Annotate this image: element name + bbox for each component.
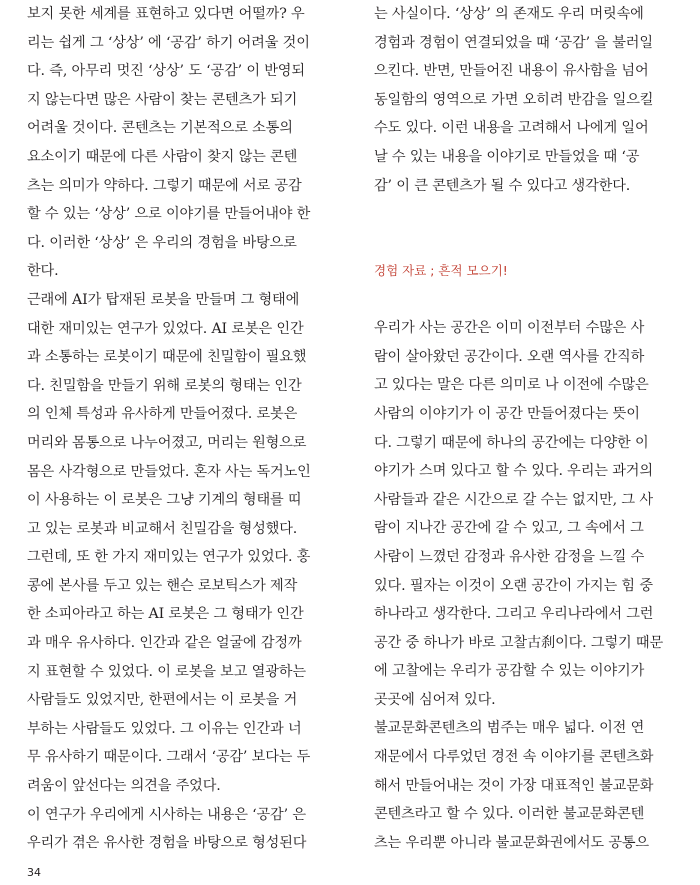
text-line: 한다. bbox=[27, 263, 59, 280]
text-line: 할 수 있는 ‘상상’ 으로 이야기를 만들어내야 한 bbox=[27, 206, 311, 223]
text-line: 대한 재미있는 연구가 있었다. AI 로봇은 인간 bbox=[27, 320, 304, 337]
text-line: 다. 친밀함을 만들기 위해 로봇의 형태는 인간 bbox=[27, 377, 302, 394]
text-line: 사람들도 있었지만, 한편에서는 이 로봇을 거 bbox=[27, 692, 298, 709]
text-line: 불교문화콘텐츠의 범주는 매우 넓다. 이전 연 bbox=[374, 720, 645, 737]
text-line: 람이 지나간 공간에 갈 수 있고, 그 속에서 그 bbox=[374, 520, 644, 537]
text-line: 다. 즉, 아무리 멋진 ‘상상’ 도 ‘공감’ 이 반영되 bbox=[27, 63, 305, 80]
text-line: 츠는 의미가 약하다. 그렇기 때문에 서로 공감 bbox=[27, 177, 302, 194]
text-line: 우리가 사는 공간은 이미 이전부터 수많은 사 bbox=[374, 320, 645, 337]
text-line: 공간 중 하나가 바로 고찰古刹이다. 그렇기 때문 bbox=[374, 634, 664, 651]
text-line: 어려울 것이다. 콘텐츠는 기본적으로 소통의 bbox=[27, 120, 293, 137]
text-line: 감’ 이 큰 콘텐츠가 될 수 있다고 생각한다. bbox=[374, 177, 631, 194]
text-line: 으킨다. 반면, 만들어진 내용이 유사함을 넘어 bbox=[374, 63, 649, 80]
text-line: 수도 있다. 이런 내용을 고려해서 나에게 일어 bbox=[374, 120, 649, 137]
text-line: 하나라고 생각한다. 그리고 우리나라에서 그런 bbox=[374, 606, 654, 623]
text-line: 람이 살아왔던 공간이다. 오랜 역사를 간직하 bbox=[374, 348, 645, 365]
text-line: 다. 그렇기 때문에 하나의 공간에는 다양한 이 bbox=[374, 434, 649, 451]
text-line: 곳곳에 심어져 있다. bbox=[374, 691, 496, 708]
text-line: 동일함의 영역으로 가면 오히려 반감을 일으킬 bbox=[374, 91, 654, 108]
text-line: 지 않는다면 많은 사람이 찾는 콘텐츠가 되기 bbox=[27, 91, 298, 108]
text-line: 리는 쉽게 그 ‘상상’ 에 ‘공감’ 하기 어려울 것이 bbox=[27, 34, 310, 51]
text-line: 사람의 이야기가 이 공간 만들어졌다는 뜻이 bbox=[374, 405, 640, 422]
text-line: 과 소통하는 로봇이기 때문에 친밀함이 필요했 bbox=[27, 349, 307, 366]
text-line: 해서 만들어내는 것이 가장 대표적인 불교문화 bbox=[374, 777, 654, 794]
text-line: 다. 이러한 ‘상상’ 은 우리의 경험을 바탕으로 bbox=[27, 234, 297, 251]
text-line: 고 있다는 말은 다른 의미로 나 이전에 수많은 bbox=[374, 377, 649, 394]
text-line: 몸은 사각형으로 만들었다. 혼자 사는 독거노인 bbox=[27, 463, 311, 480]
text-line: 우리가 겪은 유사한 경험을 바탕으로 형성된다 bbox=[27, 835, 307, 852]
text-line: 무 유사하기 때문이다. 그래서 ‘공감’ 보다는 두 bbox=[27, 749, 311, 766]
right-column-bottom-text bbox=[374, 314, 676, 857]
text-line: 보지 못한 세계를 표현하고 있다면 어떨까? 우 bbox=[27, 6, 305, 22]
text-line: 그런데, 또 한 가지 재미있는 연구가 있었다. 홍 bbox=[27, 549, 311, 566]
text-line: 한 소피아라고 하는 AI 로봇은 그 형태가 인간 bbox=[27, 606, 304, 623]
section-heading: 경험 자료 ; 흔적 모으기! bbox=[374, 263, 508, 279]
text-line: 과 매우 유사하다. 인간과 같은 얼굴에 감정까 bbox=[27, 635, 302, 652]
text-line: 에 고찰에는 우리가 공감할 수 있는 이야기가 bbox=[374, 663, 645, 680]
text-line: 사람이 느꼈던 감정과 유사한 감정을 느낄 수 bbox=[374, 548, 645, 565]
text-line: 이 연구가 우리에게 시사하는 내용은 ‘공감’ 은 bbox=[27, 806, 306, 823]
text-line: 있다. 필자는 이것이 오랜 공간이 가지는 힘 중 bbox=[374, 577, 653, 594]
text-line: 는 사실이다. ‘상상’ 의 존재도 우리 머릿속에 bbox=[374, 6, 644, 22]
text-line: 콘텐츠라고 할 수 있다. 이러한 불교문화콘텐 bbox=[374, 806, 645, 823]
page-number: 34 bbox=[27, 866, 41, 879]
text-line: 경험과 경험이 연결되었을 때 ‘공감’ 을 불러일 bbox=[374, 34, 653, 51]
text-line: 츠는 우리뿐 아니라 불교문화권에서도 공통으 bbox=[374, 834, 649, 851]
text-line: 려움이 앞선다는 의견을 주었다. bbox=[27, 778, 221, 795]
text-line: 의 인체 특성과 유사하게 만들어졌다. 로봇은 bbox=[27, 406, 298, 423]
text-line: 사람들과 같은 시간으로 갈 수는 없지만, 그 사 bbox=[374, 491, 653, 508]
text-line: 부하는 사람들도 있었다. 그 이유는 인간과 너 bbox=[27, 720, 302, 737]
text-line: 지 표현할 수 있었다. 이 로봇을 보고 열광하는 bbox=[27, 663, 306, 680]
right-column bbox=[374, 0, 676, 857]
text-line: 날 수 있는 내용을 이야기로 만들었을 때 ‘공 bbox=[374, 148, 640, 165]
text-line: 재문에서 다루었던 경전 속 이야기를 콘텐츠화 bbox=[374, 749, 654, 766]
text-line: 고 있는 로봇과 비교해서 친밀감을 형성했다. bbox=[27, 520, 298, 537]
text-line: 머리와 몸통으로 나누어졌고, 머리는 원형으로 bbox=[27, 434, 307, 451]
right-column-top-text bbox=[374, 0, 676, 200]
text-line: 야기가 스며 있다고 할 수 있다. 우리는 과거의 bbox=[374, 463, 653, 480]
text-line: 이 사용하는 이 로봇은 그냥 기계의 형태를 띠 bbox=[27, 492, 302, 509]
text-line: 콩에 본사를 두고 있는 핸슨 로보틱스가 제작 bbox=[27, 577, 298, 594]
text-line: 근래에 AI가 탑재된 로봇을 만들며 그 형태에 bbox=[27, 291, 300, 308]
left-column bbox=[27, 0, 329, 858]
text-line: 요소이기 때문에 다른 사람이 찾지 않는 콘텐 bbox=[27, 148, 298, 165]
